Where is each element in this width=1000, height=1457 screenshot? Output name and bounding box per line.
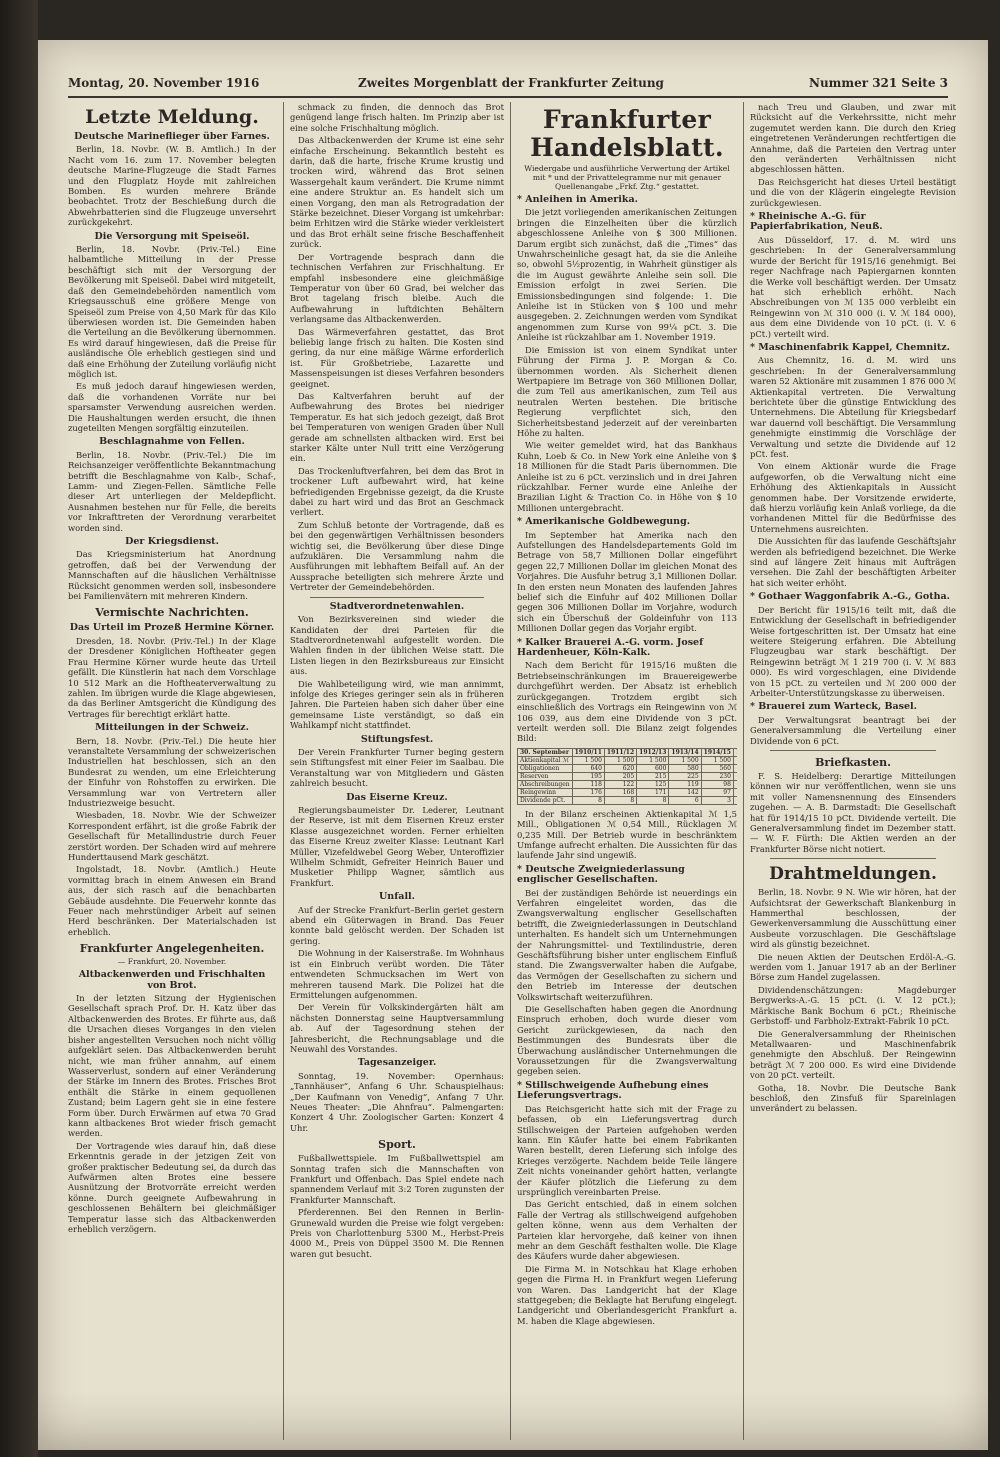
article-text: Regierungsbaumeister Dr. Lederer, Leutnant der Reserve, ist mit dem Eisernen Kreuz erster Klasse ausgezeichnet worden. Ferner erhielten das Eiserne Kreuz zweiter Klasse: Leutnant Karl Müller, Vizefeldwebel Georg Weber, Unteroffizier Wilhelm Schmidt, Gefreiter Heinrich Bauer und Musketier Philipp Wagner, sämtlich aus Frankfurt. <box>290 805 504 888</box>
article-heading: * Amerikanische Goldbewegung. <box>517 516 691 528</box>
header-rule <box>68 96 948 98</box>
article-text: Berlin, 18. Novbr. (W. B. Amtlich.) In der Nacht vom 16. zum 17. November belegten deutsche Marine-Flugzeuge die Stadt Farnes und den Flugplatz Hoyde mit zahlreichen Bomben. Es wurden mehrere Brände beobachtet. Trotz der Beschießung durch die Abwehrbatterien sind die Flugzeuge unversehrt zurückgekehrt. <box>68 144 276 228</box>
article-text: Die jetzt vorliegenden amerikanischen Zeitungen bringen die Einzelheiten über die kürzlich abgeschlossene Anleihe von $ 300 Millionen. Darum ergibt sich zunächst, daß die „Times“ das Unwahrscheinliche gesagt hat, da sie die Anleihe so, obwohl 5½prozentig, in Wahrheit günstiger als die im August gewährte Anleihe sein soll. Die Emission erfolgt in zwei Serien. Die Emissionsbedingungen sind folgende: 1. Die Anleihe ist in Stücken von $ 100 und mehr ausgegeben. 2. Zeichnungen werden vom Syndikat angenommen zum Kurse von 99¼ pCt. 3. Die Anleihe ist rückzahlbar am 1. November 1919. <box>517 207 737 343</box>
article-text: Der Bericht für 1915/16 teilt mit, daß die Entwicklung der Gesellschaft in befriedigender Weise fortgeschritten ist. Der Umsatz hat eine weitere Steigerung erfahren. Die Abteilung Flugzeugbau war stark beschäftigt. Der Reingewinn beträgt ℳ 1 219 700 (i. V. ℳ 883 000). Es wird vorgeschlagen, eine Dividende von 15 pCt. zu verteilen und ℳ 200 000 der Arbeiter-Unterstützungskasse zu überweisen. <box>750 604 956 698</box>
article-heading: * Rheinische A.-G. für Papierfabrikation, Neuß. <box>750 211 883 233</box>
table-cell: 1 500 <box>637 756 669 764</box>
article-text: In der letzten Sitzung der Hygienischen Gesellschaft sprach Prof. Dr. H. Katz über das Altbackenwerden des Brotes. Er führte aus, daß die Ursachen dieses Vorganges in den vielen bisher angestellten Versuchen noch nicht völlig aufgeklärt seien. Das Altbackenwerden beruht nicht, wie man früher annahm, auf einem Wasserverlust, sondern auf einer Veränderung der Stärke im Innern des Brotes. Frisches Brot enthält die Stärke in einem gequollenen Zustand; beim Lagern geht sie in eine festere Form über. Durch Erwärmen auf etwa 70 Grad kann altbackenes Brot wieder frisch gemacht werden. <box>68 993 276 1139</box>
table-cell: 171 <box>637 788 669 796</box>
page-shadow <box>38 1390 988 1450</box>
article-text: In der Bilanz erscheinen Aktienkapital ℳ 1,5 Mill., Obligationen ℳ 0,54 Mill., Rücklagen ℳ 0,235 Mill. Der Betrieb wurde in beschränktem Umfange aufrecht erhalten. Die Aussichten für das laufende Jahr sind ungewiß. <box>517 808 737 861</box>
table-row <box>518 780 738 788</box>
table-cell: 97 <box>701 788 733 796</box>
article-separator <box>770 858 936 859</box>
table-body <box>518 756 738 804</box>
table-cell: 560 <box>701 764 733 772</box>
article-text: Die Emission ist von einem Syndikat unter Führung der Firma J. P. Morgan & Co. übernommen worden. Als Sicherheit dienen Wertpapiere im Betrage von 360 Millionen Dollar, die zum Teil aus amerikanischen, zum Teil aus neutralen Werten bestehen. Die britische Regierung verpflichtet sich, den Sicherheitsbestand jederzeit auf der vereinbarten Höhe zu halten. <box>517 344 737 438</box>
article-text: Der Vortragende wies darauf hin, daß diese Erkenntnis gerade in der jetzigen Zeit von großer praktischer Bedeutung sei, da durch das Aufwärmen alten Brotes eine bessere Ausnützung der Brotvorräte erreicht werden könne. Durch geeignete Aufbewahrung in geschlossenen Behältern bei gleichmäßiger Temperatur lasse sich das Altbackenwerden erheblich verzögern. <box>68 1140 276 1234</box>
table-header-cell: 1912/13 <box>637 748 669 756</box>
table-cell: 1 500 <box>701 756 733 764</box>
article-heading: * Anleihen in Amerika. <box>517 194 638 205</box>
table-cell: 98 <box>701 780 733 788</box>
table-cell: Dividende pCt. <box>518 796 573 804</box>
article-heading: Stiftungsfest. <box>360 733 434 745</box>
table-cell: 215 <box>637 772 669 780</box>
article-text: Berlin, 18. Novbr. (Priv.-Tel.) Eine halbamtliche Mitteilung in der Presse beschäftigt sich mit der Versorgung der Bevölkerung mit Speiseöl. Dabei wird mitgeteilt, daß den Gemeindebehörden namentlich vom Kriegsausschuß eine größere Menge von Speiseöl zum Preise von 4,50 Mark für das Kilo überwiesen worden ist. Die Gemeinden haben die Verteilung an die Bevölkerung übernommen. Es wird darauf hingewiesen, daß die Preise für ausländische Öle erheblich gestiegen sind und daß eine Erhöhung der Zuteilung vorläufig nicht möglich ist. <box>68 244 276 379</box>
article-text: Nach dem Bericht für 1915/16 mußten die Betriebseinschränkungen im Brauereigewerbe durchgeführt werden. Der Absatz ist erheblich zurückgegangen. Trotzdem ergibt sich einschließlich des Vortrags ein Reingewinn von ℳ 106 039, aus dem eine Dividende von 3 pCt. verteilt werden soll. Die Bilanz zeigt folgendes Bild: <box>517 660 737 744</box>
table-header-cell: 30. September <box>518 748 573 756</box>
page-header <box>68 74 948 96</box>
table-cell: 118 <box>572 780 604 788</box>
article-heading: Beschlagnahme von Fellen. <box>99 436 245 448</box>
table-cell: 620 <box>604 764 636 772</box>
article-text: Aus Chemnitz, 16. d. M. wird uns geschrieben: In der Generalversammlung waren 52 Aktionäre mit zusammen 1 876 000 ℳ Aktienkapital vertreten. Die Verwaltung berichtete über die günstige Entwicklung des Unternehmens. Die Abteilung für Kriegsbedarf war dauernd voll beschäftigt. Die Versammlung genehmigte einstimmig die Vorschläge der Verwaltung und setzte die Dividende auf 12 pCt. fest. <box>750 355 956 459</box>
column-3 <box>517 102 737 1440</box>
table-header-cell: 1910/11 <box>572 748 604 756</box>
article-text: Das Kaltverfahren beruht auf der Aufbewahrung des Brotes bei niedriger Temperatur. Es hat sich jedoch gezeigt, daß Brot bei Temperaturen von wenigen Graden über Null gerade am schnellsten altbacken wird. Erst bei starker Kälte unter Null tritt eine Verzögerung ein. <box>290 390 504 464</box>
article-text: Die Wohnung in der Kaiserstraße. Im Wohnhaus ist ein Einbruch verübt worden. Die Täter entwendeten Schmucksachen im Wert von mehreren tausend Mark. Die Polizei hat die Ermittelungen aufgenommen. <box>290 948 504 1000</box>
table-cell: 1 500 <box>669 756 701 764</box>
table-cell: Abschreibungen <box>518 780 573 788</box>
article-text: Wie weiter gemeldet wird, hat das Bankhaus Kuhn, Loeb & Co. in New York eine Anleihe von $ 18 Millionen für die Stadt Paris übernommen. Die Anleihe ist zu 6 pCt. verzinslich und in drei Jahren rückzahlbar. Ferner wurde eine Anleihe der Brazilian Light & Traction Co. in Höhe von $ 10 Millionen untergebracht. <box>517 440 737 513</box>
table-cell <box>733 756 737 764</box>
article-heading: Mitteilungen in der Schweiz. <box>95 722 249 734</box>
table-cell <box>733 780 737 788</box>
article-text: Das Kriegsministerium hat Anordnung getroffen, daß bei der Verwendung der Mannschaften auf die häuslichen Verhältnisse Rücksicht genommen werden soll, insbesondere bei Familienvätern mit mehreren Kindern. <box>68 549 276 602</box>
article-heading: Deutsche Marineflieger über Farnes. <box>74 131 270 142</box>
table-cell: 225 <box>669 772 701 780</box>
article-heading: * Gothaer Waggonfabrik A.-G., Gotha. <box>750 591 950 603</box>
column-divider <box>283 102 284 1440</box>
article-heading: Stadtverordnetenwahlen. <box>329 600 465 612</box>
newspaper-page <box>38 40 988 1450</box>
article-text: Wiesbaden, 18. Novbr. Wie der Schweizer Korrespondent erfährt, ist die große Fabrik der Gesellschaft für Metallindustrie durch Feuer zerstört worden. Der Schaden wird auf mehrere Hunderttausend Mark geschätzt. <box>68 810 276 862</box>
article-text: Bern, 18. Novbr. (Priv.-Tel.) Die heute hier veranstaltete Versammlung der schweizerischen Industriellen hat beschlossen, sich an den Bundesrat zu wenden, um eine Erleichterung der Einfuhr von Rohstoffen zu erwirken. Die Versammlung war von Vertretern aller Industriezweige besucht. <box>68 735 276 808</box>
table-cell <box>733 788 737 796</box>
table-header-cell <box>733 748 737 756</box>
article-text: Die Firma M. in Notschkau hat Klage erhoben gegen die Firma H. in Frankfurt wegen Lieferung von Waren. Das Landgericht hat der Klage stattgegeben; die Beklagte hat Berufung eingelegt. Landgericht und Oberlandesgericht Frankfurt a. M. haben die Klage abgewiesen. <box>517 1263 737 1326</box>
table-cell: Aktienkapital ℳ <box>518 756 573 764</box>
article-text: Die Aussichten für das laufende Geschäftsjahr werden als befriedigend bezeichnet. Die Werke sind auf längere Zeit hinaus mit Aufträgen versehen. Die Zahl der beschäftigten Arbeiter hat sich weiter erhöht. <box>750 536 956 588</box>
column-4 <box>750 102 956 1440</box>
article-heading: Das Eiserne Kreuz. <box>346 791 448 803</box>
table-cell: 205 <box>604 772 636 780</box>
article-heading: Unfall. <box>379 891 415 903</box>
article-text: Das Trockenluftverfahren, bei dem das Brot in trockener Luft aufbewahrt wird, hat keine befriedigenden Ergebnisse gezeigt, da die Kruste dabei zu hart wird und das Brot an Geschmack verliert. <box>290 465 504 518</box>
article-text: Im September hat Amerika nach den Aufstellungen des Handelsdepartements Gold im Betrage von 58,7 Millionen Dollar eingeführt gegen 22,7 Millionen Dollar im gleichen Monat des Vorjahres. Die Ausfuhr betrug 3,1 Millionen Dollar. In den ersten neun Monaten des laufenden Jahres belief sich die Einfuhr auf 402 Millionen Dollar gegen 306 Millionen Dollar im Vorjahre, wodurch sich ein Überschuß der Goldeinfuhr von 113 Millionen Dollar gegen das Vorjahr ergibt. <box>517 529 737 634</box>
article-text: Die neuen Aktien der Deutschen Erdöl-A.-G. werden vom 1. Januar 1917 ab an der Berliner Börse zum Handel zugelassen. <box>750 951 956 983</box>
article-text: Der Verein für Volkskindergärten hält am nächsten Donnerstag seine Hauptversammlung ab. Auf der Tagesordnung stehen der Jahresbericht, die Rechnungsablage und die Neuwahl des Vorstandes. <box>290 1002 504 1054</box>
table-cell <box>733 796 737 804</box>
section-heading-briefkasten: Briefkasten. <box>815 755 891 769</box>
article-heading: * Deutsche Zweigniederlassung englischer Gesellschaften. <box>517 863 685 886</box>
table-header-row <box>518 748 738 756</box>
article-heading: * Kalker Brauerei A.-G. vorm. Josef Hardenheuer, Köln-Kalk. <box>517 636 704 659</box>
article-heading: * Stillschweigende Aufhebung eines Lieferungsvertrags. <box>517 1079 709 1102</box>
table-cell: Reserven <box>518 772 573 780</box>
article-text: Der Verein Frankfurter Turner beging gestern sein Stiftungsfest mit einer Feier im Saalbau. Die Veranstaltung war von Mitgliedern und Gästen zahlreich besucht. <box>290 746 504 789</box>
table-cell: 122 <box>604 780 636 788</box>
article-text: Die Gesellschaften haben gegen die Anordnung Einspruch erhoben, doch wurde dieser vom Gericht zurückgewiesen, da nach den Bestimmungen des Bundesrats über die Überwachung ausländischer Unternehmungen die Voraussetzungen für die Zwangsverwaltung gegeben seien. <box>517 1004 737 1077</box>
section-heading-drahtmeldungen: Drahtmeldungen. <box>769 864 937 885</box>
table-row <box>518 788 738 796</box>
article-text: Das Reichsgericht hatte sich mit der Frage zu befassen, ob ein Lieferungsvertrag durch Stillschweigen der Parteien aufgehoben werden kann. Ein Käufer hatte bei einem Fabrikanten Waren bestellt, deren Lieferung sich infolge des Krieges verzögerte. Nachdem beide Teile längere Zeit nichts voneinander gehört hatten, verlangte der Käufer plötzlich die Lieferung zu dem ursprünglich vereinbarten Preise. <box>517 1103 737 1197</box>
article-text: nach Treu und Glauben, und zwar mit Rücksicht auf die Verkehrssitte, nicht mehr zugemutet werden kann. Die durch den Krieg eingetretenen Veränderungen rechtfertigen die Annahme, daß die Parteien den Vertrag unter den veränderten Verhältnissen nicht abgeschlossen hätten. <box>750 102 956 175</box>
table-row <box>518 772 738 780</box>
article-text: Von Bezirksvereinen sind wieder die Kandidaten der drei Parteien für die Stadtverordnetenwahl aufgestellt worden. Die Wahlen finden in der üblichen Weise statt. Die Listen liegen in den Bezirksbureaus zur Einsicht aus. <box>290 614 504 677</box>
table-cell: Obligationen <box>518 764 573 772</box>
article-heading: Tagesanzeiger. <box>357 1057 437 1069</box>
table-cell: 1 500 <box>604 756 636 764</box>
article-text: Pferderennen. Bei den Rennen in Berlin-Grunewald wurden die Preise wie folgt vergeben: Preis von Charlottenburg 5300 M., Herbst-Preis 4000 M., Preis von Düppel 3500 M. Die Rennen waren gut besucht. <box>290 1207 504 1259</box>
article-text: Aus Düsseldorf, 17. d. M. wird uns geschrieben: In der Generalversammlung wurde der Bericht für 1915/16 genehmigt. Bei reger Nachfrage nach Papiergarnen konnten die Werke voll beschäftigt werden. Der Umsatz hat sich erheblich erhöht. Nach Abschreibungen von ℳ 135 000 verbleibt ein Reingewinn von ℳ 310 000 (i. V. ℳ 184 000), aus dem eine Dividende von 10 pCt. (i. V. 6 pCt.) verteilt wird. <box>750 234 956 339</box>
table-cell: 8 <box>637 796 669 804</box>
table-row <box>518 756 738 764</box>
article-text: Sonntag, 19. November: Opernhaus: „Tannhäuser“, Anfang 6 Uhr. Schauspielhaus: „Der Kaufmann von Venedig“, Anfang 7 Uhr. Neues Theater: „Die Ahnfrau“. Palmengarten: Konzert 4 Uhr. Zoologischer Garten: Konzert 4 Uhr. <box>290 1070 504 1133</box>
table-cell <box>733 772 737 780</box>
article-text: Dividendenschätzungen: Magdeburger Bergwerks-A.-G. 15 pCt. (i. V. 12 pCt.); Märkische Bank Bochum 6 pCt.; Rheinische Gerbstoff- und Farbholz-Extrakt-Fabrik 10 pCt. <box>750 984 956 1027</box>
table-cell: Reingewinn <box>518 788 573 796</box>
table-row <box>518 764 738 772</box>
article-heading: * Brauerei zum Warteck, Basel. <box>750 701 917 713</box>
article-text: Der Vortragende besprach dann die technischen Verfahren zur Frischhaltung. Er empfahl insbesondere eine gleichmäßige Temperatur von über 60 Grad, bei welcher das Brot tagelang frisch bleibe. Auch die Aufbewahrung in luftdichten Behältern verlangsame das Altbackenwerden. <box>290 251 504 325</box>
section-heading-letzte-meldung: Letzte Meldung. <box>85 106 259 128</box>
article-text: F. S. Heidelberg: Derartige Mitteilungen können wir nur veröffentlichen, wenn sie uns mit voller Namensnennung des Einsenders zugehen. — A. B. Darmstadt: Die Gesellschaft hat für 1914/15 10 pCt. Dividende verteilt. Die Generalversammlung findet im Dezember statt. — W. F. Fürth: Die Aktien werden an der Frankfurter Börse nicht notiert. <box>750 770 956 854</box>
article-text: Zum Schluß betonte der Vortragende, daß es bei den gegenwärtigen Verhältnissen besonders wichtig sei, die Bevölkerung über diese Dinge aufzuklären. Die Versammlung nahm die Ausführungen mit lebhaftem Beifall auf. An der Aussprache beteiligten sich mehrere Ärzte und Vertreter der Gemeindebehörden. <box>290 519 504 593</box>
article-text: Berlin, 18. Novbr. 9 N. Wie wir hören, hat der Aufsichtsrat der Gewerkschaft Blankenburg in Hammerthal beschlossen, der Gewerkenversammlung die Ausschüttung einer Ausbeute vorzuschlagen. Die Geschäftslage wird als günstig bezeichnet. <box>750 887 956 950</box>
handelsblatt-masthead: Frankfurter Handelsblatt. <box>530 105 724 162</box>
table-cell: 1 500 <box>572 756 604 764</box>
table-cell: 8 <box>604 796 636 804</box>
article-text: Von einem Aktionär wurde die Frage aufgeworfen, ob die Verwaltung nicht eine Erhöhung des Aktienkapitals in Aussicht genommen habe. Der Vorsitzende erwiderte, daß hierzu vorläufig kein Anlaß vorliege, da die vorhandenen Mittel für die Bedürfnisse des Unternehmens ausreichten. <box>750 461 956 534</box>
table-cell: 8 <box>572 796 604 804</box>
column-1 <box>68 102 276 1440</box>
table-cell: 195 <box>572 772 604 780</box>
article-text: Auf der Strecke Frankfurt–Berlin geriet gestern abend ein Güterwagen in Brand. Das Feuer konnte bald gelöscht werden. Der Schaden ist gering. <box>290 904 504 946</box>
table-cell: 125 <box>637 780 669 788</box>
article-text: Berlin, 18. Novbr. (Priv.-Tel.) Die im Reichsanzeiger veröffentlichte Bekanntmachung betrifft die Beschlagnahme von Kalb-, Schaf-, Lamm- und Ziegen-Fellen. Sämtliche Felle dieser Art unterliegen der Meldepflicht. Ausnahmen bestehen nur für Felle, die bereits vor Inkrafttreten der Verordnung verarbeitet worden sind. <box>68 449 276 533</box>
section-heading-vermischte: Vermischte Nachrichten. <box>95 606 249 620</box>
table-header-cell: 1913/14 <box>669 748 701 756</box>
article-text: Der Verwaltungsrat beantragt bei der Generalversammlung die Verteilung einer Dividende von 6 pCt. <box>750 714 956 746</box>
article-text: Es muß jedoch darauf hingewiesen werden, daß die vorhandenen Vorräte nur bei sparsamster Verwendung ausreichen werden. Die Haushaltungen werden ersucht, die ihnen zugeteilten Mengen sorgfältig einzuteilen. <box>68 381 276 433</box>
table-header-cell: 1914/15 <box>701 748 733 756</box>
table-cell: 119 <box>669 780 701 788</box>
article-text: Gotha, 18. Novbr. Die Deutsche Bank beschloß, den Zinsfuß für Spareinlagen unverändert zu belassen. <box>750 1082 956 1114</box>
article-heading: * Maschinenfabrik Kappel, Chemnitz. <box>750 341 950 353</box>
article-text: Fußballwettspiele. Im Fußballwettspiel am Sonntag trafen sich die Mannschaften von Frankfurt und Offenbach. Das Spiel endete nach spannendem Verlauf mit 3:2 Toren zugunsten der Frankfurter Mannschaft. <box>290 1153 504 1205</box>
masthead-subtitle: Wiedergabe und ausführliche Verwertung der Artikel mit * und der Privattelegramme nur mit genauer Quellenangabe „Frkf. Ztg.“ gestattet. <box>524 164 730 191</box>
column-divider <box>510 102 511 1440</box>
article-text: schmack zu finden, die dennoch das Brot genügend lange frisch halten. Im Prinzip aber ist eine solche Frischhaltung möglich. <box>290 102 504 133</box>
header-title: Zweites Morgenblatt der Frankfurter Zeitung <box>358 76 664 90</box>
table-cell: 6 <box>669 796 701 804</box>
financial-table <box>517 748 737 805</box>
header-date: Montag, 20. November 1916 <box>68 76 260 90</box>
header-number: Nummer 321 Seite 3 <box>808 76 948 90</box>
table-cell: 600 <box>637 764 669 772</box>
article-text: Das Reichsgericht hat dieses Urteil bestätigt und die von der Klägerin eingelegte Revision zurückgewiesen. <box>750 176 956 208</box>
table-row <box>518 796 738 804</box>
article-text: Die Wahlbeteiligung wird, wie man annimmt, infolge des Krieges geringer sein als in früheren Jahren. Die Parteien haben sich daher über eine gemeinsame Liste verständigt, so daß ein Wahlkampf nicht stattfindet. <box>290 678 504 731</box>
table-cell: 3 <box>701 796 733 804</box>
article-text: Bei der zuständigen Behörde ist neuerdings ein Verfahren eingeleitet worden, das die Zwangsverwaltung englischer Gesellschaften betrifft, die Zweigniederlassungen in Deutschland unterhalten. Es handelt sich um Unternehmungen der Nahrungsmittel- und Textilindustrie, deren Geschäftsführung bisher unter englischem Einfluß stand. Die Zwangsverwalter haben die Aufgabe, das Vermögen der Gesellschaften zu sichern und den Betrieb im Interesse der deutschen Volkswirtschaft weiterzuführen. <box>517 887 737 1002</box>
table-cell: 580 <box>669 764 701 772</box>
article-text: Das Altbackenwerden der Krume ist eine sehr einfache Erscheinung. Bekanntlich besteht es darin, daß die harte, frische Krume krustig und trocken wird, während das Brot seinen Wassergehalt kaum verändert. Die Krume nimmt eine andere Struktur an. Es handelt sich um einen Vorgang, den man als Retrogradation der Stärke bezeichnet. Dieser Vorgang ist umkehrbar: beim Erhitzen wird die Stärke wieder verkleistert und das Brot erhält seine frische Beschaffenheit zurück. <box>290 135 504 250</box>
column-2 <box>290 102 504 1440</box>
column-divider <box>743 102 744 1440</box>
article-text: Ingolstadt, 18. Novbr. (Amtlich.) Heute vormittag brach in einem Anwesen ein Brand aus, der sich rasch auf die benachbarten Gebäude ausdehnte. Die Feuerwehr konnte das Feuer nach mehrstündiger Arbeit auf seinen Herd beschränken. Der Materialschaden ist erheblich. <box>68 864 276 937</box>
article-heading: Altbackenwerden und Frischhalten von Brot. <box>78 969 266 991</box>
table-cell: 640 <box>572 764 604 772</box>
article-text: Dresden, 18. Novbr. (Priv.-Tel.) In der Klage der Dresdener Königlichen Hoftheater gegen Frau Hermine Körner wurde heute das Urteil gefällt. Die Künstlerin hat nach dem Vorschlage 10 512 Mark an die Hoftheaterverwaltung zu zahlen. Im übrigen wurde die Klage abgewiesen, da das Berliner Amtsgericht die Kündigung des Vertrages für berechtigt erklärt hatte. <box>68 635 276 719</box>
table-cell: 168 <box>604 788 636 796</box>
table-cell: 176 <box>572 788 604 796</box>
article-text: Das Gericht entschied, daß in einem solchen Falle der Vertrag als stillschweigend aufgehoben gelten könne, wenn aus dem Verhalten der Parteien klar hervorgehe, daß keiner von ihnen mehr an dem Geschäft festhalten wolle. Die Klage des Käufers wurde daher abgewiesen. <box>517 1199 737 1262</box>
article-text: Die Generalversammlung der Rheinischen Metallwaaren- und Maschinenfabrik genehmigte den Abschluß. Der Reingewinn beträgt ℳ 7 200 000. Es wird eine Dividende von 20 pCt. verteilt. <box>750 1028 956 1081</box>
article-heading: Die Versorgung mit Speiseöl. <box>94 230 250 242</box>
table-cell: 142 <box>669 788 701 796</box>
table-header-cell: 1911/12 <box>604 748 636 756</box>
book-spine <box>0 0 38 1457</box>
section-heading-frankfurter: Frankfurter Angelegenheiten. <box>79 942 265 956</box>
table-cell <box>733 764 737 772</box>
article-heading: Der Kriegsdienst. <box>125 536 219 548</box>
article-separator <box>770 750 936 751</box>
article-separator <box>310 597 484 598</box>
section-heading-sport: Sport. <box>378 1138 416 1152</box>
article-text: Das Wärmeverfahren gestattet, das Brot beliebig lange frisch zu halten. Die Kosten sind gering, da nur eine mäßige Wärme erforderlich ist. Für Großbetriebe, Lazarette und Massenspeisungen ist dieses Verfahren besonders geeignet. <box>290 326 504 389</box>
dateline: — Frankfurt, 20. November. <box>117 957 227 967</box>
table-cell: 230 <box>701 772 733 780</box>
article-heading: Das Urteil im Prozeß Hermine Körner. <box>69 622 275 634</box>
